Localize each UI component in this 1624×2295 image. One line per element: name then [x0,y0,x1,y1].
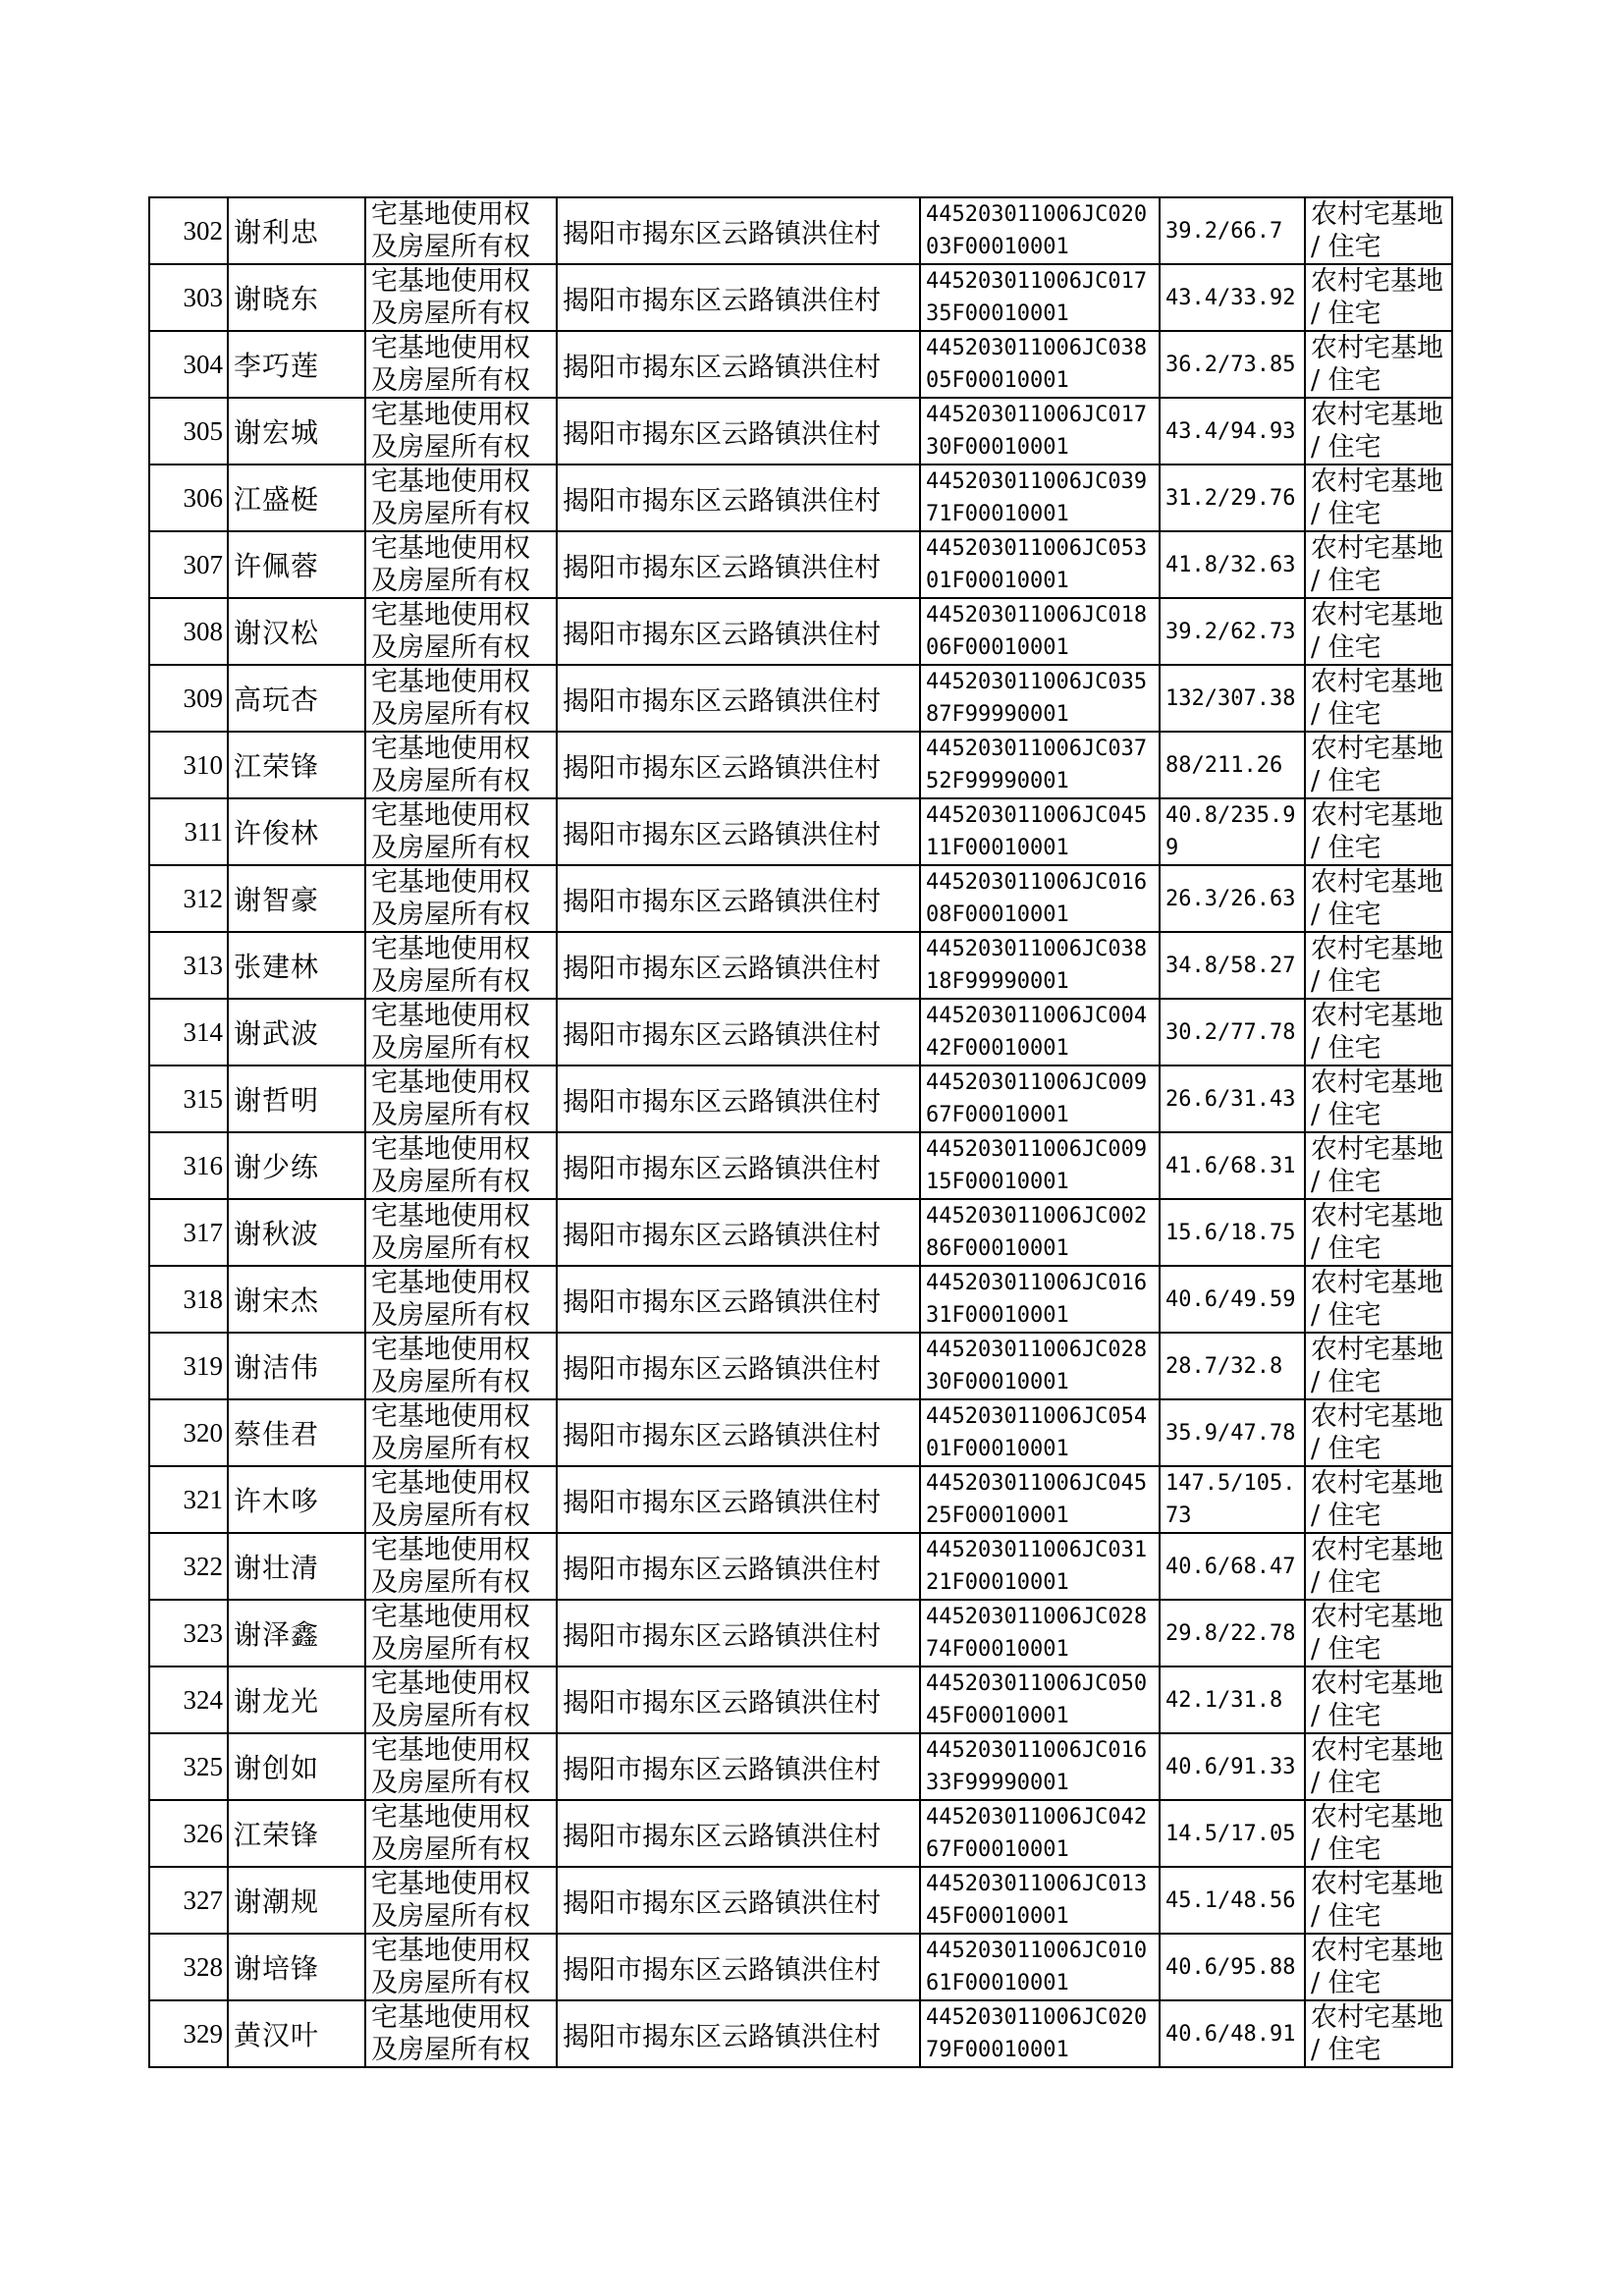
usage-cell: 农村宅基地 / 住宅 [1305,1600,1452,1667]
right-type-cell: 宅基地使用权及房屋所有权 [365,1867,557,1934]
owner-name-cell: 谢宏城 [228,398,365,464]
table-row [149,1132,1452,1199]
row-number-cell: 319 [149,1333,228,1399]
owner-name-cell: 蔡佳君 [228,1399,365,1466]
location-cell: 揭阳市揭东区云路镇洪住村 [557,999,920,1066]
row-number-cell: 321 [149,1466,228,1533]
area-cell: 35.9/47.78 [1160,1399,1305,1466]
right-type-cell: 宅基地使用权及房屋所有权 [365,1600,557,1667]
location-cell: 揭阳市揭东区云路镇洪住村 [557,1667,920,1733]
right-type-cell: 宅基地使用权及房屋所有权 [365,1733,557,1800]
row-number-cell: 309 [149,665,228,732]
usage-cell: 农村宅基地 / 住宅 [1305,398,1452,464]
table-row [149,1800,1452,1867]
row-number-cell: 310 [149,732,228,798]
row-number-cell: 326 [149,1800,228,1867]
unit-number-cell: 445203011006JC03805F00010001 [920,331,1160,398]
row-number-cell: 307 [149,531,228,598]
location-cell: 揭阳市揭东区云路镇洪住村 [557,1934,920,2000]
table-row [149,1934,1452,2000]
location-cell: 揭阳市揭东区云路镇洪住村 [557,665,920,732]
unit-number-cell: 445203011006JC03752F99990001 [920,732,1160,798]
unit-number-cell: 445203011006JC00915F00010001 [920,1132,1160,1199]
area-cell: 36.2/73.85 [1160,331,1305,398]
right-type-cell: 宅基地使用权及房屋所有权 [365,865,557,932]
table-row [149,999,1452,1066]
area-cell: 39.2/62.73 [1160,598,1305,665]
owner-name-cell: 谢秋波 [228,1199,365,1266]
usage-cell: 农村宅基地 / 住宅 [1305,1466,1452,1533]
area-cell: 43.4/94.93 [1160,398,1305,464]
table-row [149,1867,1452,1934]
area-cell: 40.6/49.59 [1160,1266,1305,1333]
row-number-cell: 305 [149,398,228,464]
table-row [149,1199,1452,1266]
table-row [149,1466,1452,1533]
unit-number-cell: 445203011006JC04525F00010001 [920,1466,1160,1533]
area-cell: 132/307.38 [1160,665,1305,732]
right-type-cell: 宅基地使用权及房屋所有权 [365,1800,557,1867]
right-type-cell: 宅基地使用权及房屋所有权 [365,2000,557,2067]
location-cell: 揭阳市揭东区云路镇洪住村 [557,197,920,264]
location-cell: 揭阳市揭东区云路镇洪住村 [557,2000,920,2067]
owner-name-cell: 李巧莲 [228,331,365,398]
owner-name-cell: 谢潮规 [228,1867,365,1934]
usage-cell: 农村宅基地 / 住宅 [1305,331,1452,398]
location-cell: 揭阳市揭东区云路镇洪住村 [557,331,920,398]
row-number-cell: 320 [149,1399,228,1466]
owner-name-cell: 谢龙光 [228,1667,365,1733]
owner-name-cell: 谢少练 [228,1132,365,1199]
unit-number-cell: 445203011006JC02003F00010001 [920,197,1160,264]
right-type-cell: 宅基地使用权及房屋所有权 [365,1199,557,1266]
area-cell: 29.8/22.78 [1160,1600,1305,1667]
right-type-cell: 宅基地使用权及房屋所有权 [365,1533,557,1600]
table-row [149,665,1452,732]
unit-number-cell: 445203011006JC02874F00010001 [920,1600,1160,1667]
unit-number-cell: 445203011006JC01633F99990001 [920,1733,1160,1800]
location-cell: 揭阳市揭东区云路镇洪住村 [557,398,920,464]
unit-number-cell: 445203011006JC00967F00010001 [920,1066,1160,1132]
usage-cell: 农村宅基地 / 住宅 [1305,1667,1452,1733]
table-row [149,2000,1452,2067]
unit-number-cell: 445203011006JC03587F99990001 [920,665,1160,732]
owner-name-cell: 谢智豪 [228,865,365,932]
table-row [149,1399,1452,1466]
area-cell: 40.6/68.47 [1160,1533,1305,1600]
unit-number-cell: 445203011006JC03121F00010001 [920,1533,1160,1600]
unit-number-cell: 445203011006JC05401F00010001 [920,1399,1160,1466]
usage-cell: 农村宅基地 / 住宅 [1305,1733,1452,1800]
usage-cell: 农村宅基地 / 住宅 [1305,798,1452,865]
usage-cell: 农村宅基地 / 住宅 [1305,1132,1452,1199]
usage-cell: 农村宅基地 / 住宅 [1305,1533,1452,1600]
usage-cell: 农村宅基地 / 住宅 [1305,932,1452,999]
row-number-cell: 329 [149,2000,228,2067]
owner-name-cell: 谢汉松 [228,598,365,665]
row-number-cell: 314 [149,999,228,1066]
area-cell: 40.6/95.88 [1160,1934,1305,2000]
owner-name-cell: 谢洁伟 [228,1333,365,1399]
location-cell: 揭阳市揭东区云路镇洪住村 [557,1600,920,1667]
row-number-cell: 317 [149,1199,228,1266]
table-body [149,197,1452,2067]
owner-name-cell: 江荣锋 [228,732,365,798]
owner-name-cell: 谢宋杰 [228,1266,365,1333]
unit-number-cell: 445203011006JC01735F00010001 [920,264,1160,331]
table-row [149,1333,1452,1399]
right-type-cell: 宅基地使用权及房屋所有权 [365,665,557,732]
row-number-cell: 302 [149,197,228,264]
row-number-cell: 325 [149,1733,228,1800]
right-type-cell: 宅基地使用权及房屋所有权 [365,1399,557,1466]
row-number-cell: 316 [149,1132,228,1199]
location-cell: 揭阳市揭东区云路镇洪住村 [557,865,920,932]
owner-name-cell: 谢壮清 [228,1533,365,1600]
table-row [149,1266,1452,1333]
area-cell: 15.6/18.75 [1160,1199,1305,1266]
area-cell: 40.6/48.91 [1160,2000,1305,2067]
right-type-cell: 宅基地使用权及房屋所有权 [365,598,557,665]
owner-name-cell: 谢武波 [228,999,365,1066]
area-cell: 147.5/105.73 [1160,1466,1305,1533]
row-number-cell: 313 [149,932,228,999]
right-type-cell: 宅基地使用权及房屋所有权 [365,264,557,331]
area-cell: 39.2/66.7 [1160,197,1305,264]
area-cell: 41.6/68.31 [1160,1132,1305,1199]
row-number-cell: 308 [149,598,228,665]
unit-number-cell: 445203011006JC01345F00010001 [920,1867,1160,1934]
row-number-cell: 324 [149,1667,228,1733]
usage-cell: 农村宅基地 / 住宅 [1305,1800,1452,1867]
location-cell: 揭阳市揭东区云路镇洪住村 [557,932,920,999]
area-cell: 42.1/31.8 [1160,1667,1305,1733]
owner-name-cell: 许佩蓉 [228,531,365,598]
table-row [149,798,1452,865]
unit-number-cell: 445203011006JC03971F00010001 [920,464,1160,531]
row-number-cell: 312 [149,865,228,932]
row-number-cell: 306 [149,464,228,531]
area-cell: 28.7/32.8 [1160,1333,1305,1399]
area-cell: 41.8/32.63 [1160,531,1305,598]
right-type-cell: 宅基地使用权及房屋所有权 [365,1266,557,1333]
row-number-cell: 322 [149,1533,228,1600]
usage-cell: 农村宅基地 / 住宅 [1305,464,1452,531]
unit-number-cell: 445203011006JC04511F00010001 [920,798,1160,865]
area-cell: 14.5/17.05 [1160,1800,1305,1867]
location-cell: 揭阳市揭东区云路镇洪住村 [557,531,920,598]
row-number-cell: 303 [149,264,228,331]
location-cell: 揭阳市揭东区云路镇洪住村 [557,798,920,865]
location-cell: 揭阳市揭东区云路镇洪住村 [557,1800,920,1867]
right-type-cell: 宅基地使用权及房屋所有权 [365,932,557,999]
location-cell: 揭阳市揭东区云路镇洪住村 [557,1533,920,1600]
location-cell: 揭阳市揭东区云路镇洪住村 [557,1867,920,1934]
location-cell: 揭阳市揭东区云路镇洪住村 [557,1199,920,1266]
table-row [149,197,1452,264]
owner-name-cell: 高玩杏 [228,665,365,732]
owner-name-cell: 谢创如 [228,1733,365,1800]
usage-cell: 农村宅基地 / 住宅 [1305,1934,1452,2000]
table-row [149,1066,1452,1132]
row-number-cell: 304 [149,331,228,398]
location-cell: 揭阳市揭东区云路镇洪住村 [557,598,920,665]
usage-cell: 农村宅基地 / 住宅 [1305,2000,1452,2067]
unit-number-cell: 445203011006JC01061F00010001 [920,1934,1160,2000]
unit-number-cell: 445203011006JC04267F00010001 [920,1800,1160,1867]
location-cell: 揭阳市揭东区云路镇洪住村 [557,264,920,331]
row-number-cell: 318 [149,1266,228,1333]
area-cell: 88/211.26 [1160,732,1305,798]
usage-cell: 农村宅基地 / 住宅 [1305,1333,1452,1399]
right-type-cell: 宅基地使用权及房屋所有权 [365,1333,557,1399]
owner-name-cell: 许俊林 [228,798,365,865]
owner-name-cell: 谢利忠 [228,197,365,264]
row-number-cell: 327 [149,1867,228,1934]
owner-name-cell: 许木哆 [228,1466,365,1533]
right-type-cell: 宅基地使用权及房屋所有权 [365,1934,557,2000]
row-number-cell: 328 [149,1934,228,2000]
unit-number-cell: 445203011006JC00442F00010001 [920,999,1160,1066]
unit-number-cell: 445203011006JC02079F00010001 [920,2000,1160,2067]
area-cell: 43.4/33.92 [1160,264,1305,331]
area-cell: 45.1/48.56 [1160,1867,1305,1934]
table-row [149,531,1452,598]
unit-number-cell: 445203011006JC03818F99990001 [920,932,1160,999]
table-row [149,264,1452,331]
unit-number-cell: 445203011006JC01730F00010001 [920,398,1160,464]
row-number-cell: 311 [149,798,228,865]
right-type-cell: 宅基地使用权及房屋所有权 [365,398,557,464]
table-row [149,598,1452,665]
owner-name-cell: 谢培锋 [228,1934,365,2000]
location-cell: 揭阳市揭东区云路镇洪住村 [557,1733,920,1800]
owner-name-cell: 谢泽鑫 [228,1600,365,1667]
owner-name-cell: 谢晓东 [228,264,365,331]
table-row [149,732,1452,798]
right-type-cell: 宅基地使用权及房屋所有权 [365,1667,557,1733]
usage-cell: 农村宅基地 / 住宅 [1305,732,1452,798]
right-type-cell: 宅基地使用权及房屋所有权 [365,1132,557,1199]
row-number-cell: 323 [149,1600,228,1667]
area-cell: 40.6/91.33 [1160,1733,1305,1800]
location-cell: 揭阳市揭东区云路镇洪住村 [557,464,920,531]
row-number-cell: 315 [149,1066,228,1132]
table-row [149,398,1452,464]
table-row [149,464,1452,531]
usage-cell: 农村宅基地 / 住宅 [1305,999,1452,1066]
owner-name-cell: 谢哲明 [228,1066,365,1132]
unit-number-cell: 445203011006JC05045F00010001 [920,1667,1160,1733]
area-cell: 30.2/77.78 [1160,999,1305,1066]
usage-cell: 农村宅基地 / 住宅 [1305,1266,1452,1333]
right-type-cell: 宅基地使用权及房屋所有权 [365,197,557,264]
usage-cell: 农村宅基地 / 住宅 [1305,1066,1452,1132]
location-cell: 揭阳市揭东区云路镇洪住村 [557,1266,920,1333]
right-type-cell: 宅基地使用权及房屋所有权 [365,732,557,798]
location-cell: 揭阳市揭东区云路镇洪住村 [557,1399,920,1466]
right-type-cell: 宅基地使用权及房屋所有权 [365,999,557,1066]
area-cell: 26.6/31.43 [1160,1066,1305,1132]
location-cell: 揭阳市揭东区云路镇洪住村 [557,1466,920,1533]
right-type-cell: 宅基地使用权及房屋所有权 [365,798,557,865]
table-row [149,1533,1452,1600]
registration-table [148,196,1453,2068]
right-type-cell: 宅基地使用权及房屋所有权 [365,331,557,398]
owner-name-cell: 黄汉叶 [228,2000,365,2067]
right-type-cell: 宅基地使用权及房屋所有权 [365,531,557,598]
owner-name-cell: 江盛梃 [228,464,365,531]
location-cell: 揭阳市揭东区云路镇洪住村 [557,732,920,798]
unit-number-cell: 445203011006JC05301F00010001 [920,531,1160,598]
unit-number-cell: 445203011006JC00286F00010001 [920,1199,1160,1266]
usage-cell: 农村宅基地 / 住宅 [1305,865,1452,932]
usage-cell: 农村宅基地 / 住宅 [1305,1867,1452,1934]
unit-number-cell: 445203011006JC01806F00010001 [920,598,1160,665]
unit-number-cell: 445203011006JC02830F00010001 [920,1333,1160,1399]
usage-cell: 农村宅基地 / 住宅 [1305,531,1452,598]
location-cell: 揭阳市揭东区云路镇洪住村 [557,1066,920,1132]
usage-cell: 农村宅基地 / 住宅 [1305,197,1452,264]
owner-name-cell: 江荣锋 [228,1800,365,1867]
area-cell: 34.8/58.27 [1160,932,1305,999]
unit-number-cell: 445203011006JC01608F00010001 [920,865,1160,932]
location-cell: 揭阳市揭东区云路镇洪住村 [557,1333,920,1399]
table-row [149,1733,1452,1800]
usage-cell: 农村宅基地 / 住宅 [1305,1199,1452,1266]
area-cell: 31.2/29.76 [1160,464,1305,531]
usage-cell: 农村宅基地 / 住宅 [1305,598,1452,665]
usage-cell: 农村宅基地 / 住宅 [1305,264,1452,331]
table-row [149,865,1452,932]
table-row [149,1667,1452,1733]
right-type-cell: 宅基地使用权及房屋所有权 [365,1466,557,1533]
usage-cell: 农村宅基地 / 住宅 [1305,665,1452,732]
table-row [149,1600,1452,1667]
table-row [149,932,1452,999]
table-row [149,331,1452,398]
area-cell: 26.3/26.63 [1160,865,1305,932]
usage-cell: 农村宅基地 / 住宅 [1305,1399,1452,1466]
right-type-cell: 宅基地使用权及房屋所有权 [365,1066,557,1132]
location-cell: 揭阳市揭东区云路镇洪住村 [557,1132,920,1199]
area-cell: 40.8/235.99 [1160,798,1305,865]
right-type-cell: 宅基地使用权及房屋所有权 [365,464,557,531]
unit-number-cell: 445203011006JC01631F00010001 [920,1266,1160,1333]
owner-name-cell: 张建林 [228,932,365,999]
